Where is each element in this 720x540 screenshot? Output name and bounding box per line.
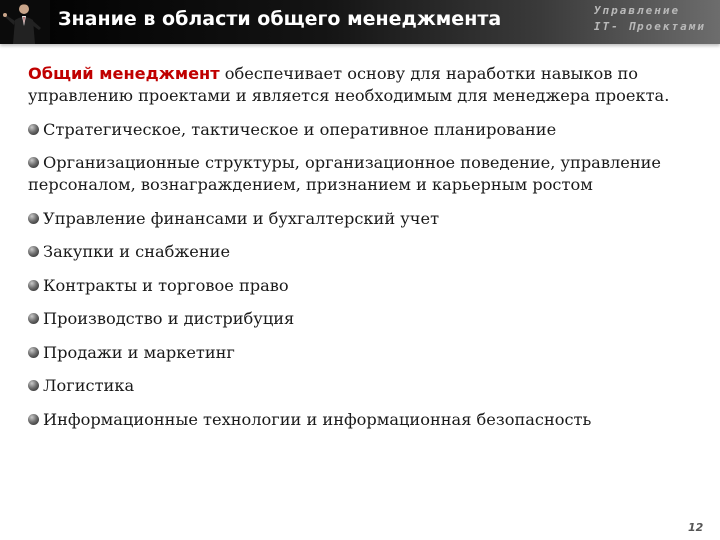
list-item: [28, 308, 688, 330]
sphere-bullet-icon: [28, 347, 39, 358]
sphere-bullet-icon: [28, 213, 39, 224]
bullet-text: Закупки и снабжение: [43, 242, 231, 261]
brand-line-1: Управление: [593, 4, 681, 17]
list-item: [28, 152, 688, 196]
list-item: [28, 208, 688, 230]
businessman-logo-icon: [0, 0, 50, 44]
intro-highlight: Общий менеджмент: [28, 64, 220, 83]
list-item: [28, 241, 688, 263]
list-item: [28, 409, 688, 431]
sphere-bullet-icon: [28, 124, 39, 135]
bullet-text: Организационные структуры, организационное поведение, управление персоналом, вознаграждением, признанием и карьерным ростом: [28, 153, 661, 194]
intro-paragraph: [28, 63, 688, 107]
bullet-text: Управление финансами и бухгалтерский учет: [43, 208, 440, 228]
bullet-text: Продажи и маркетинг: [43, 342, 235, 362]
sphere-bullet-icon: [28, 380, 39, 391]
sphere-bullet-icon: [28, 280, 39, 291]
bullet-text: Контракты и торговое право: [43, 275, 289, 295]
sphere-bullet-icon: [28, 414, 39, 425]
intro-text: обеспечивает основу для наработки навыков по управлению проектами и является необходимым для менеджера проекта.: [28, 64, 670, 105]
sphere-bullet-icon: [28, 313, 39, 324]
bullet-list: [28, 119, 688, 431]
bullet-text: Информационные технологии и информационная безопасность: [43, 409, 592, 429]
list-item: [28, 275, 688, 297]
sphere-bullet-icon: [28, 246, 39, 257]
brand-line-2: IT- Проектами: [593, 20, 706, 33]
list-item: [28, 375, 688, 397]
slide-header: [0, 0, 720, 44]
sphere-bullet-icon: [28, 157, 39, 168]
slide-title: Знание в области общего менеджмента: [58, 8, 502, 30]
list-item: [28, 342, 688, 364]
page-number: 12: [688, 521, 704, 534]
brand-text: [594, 3, 706, 35]
slide-content: [28, 63, 688, 431]
bullet-text: Логистика: [43, 376, 135, 395]
list-item: [28, 119, 688, 141]
bullet-text: Производство и дистрибуция: [43, 309, 295, 328]
bullet-text: Стратегическое, тактическое и оперативное планирование: [43, 119, 557, 139]
